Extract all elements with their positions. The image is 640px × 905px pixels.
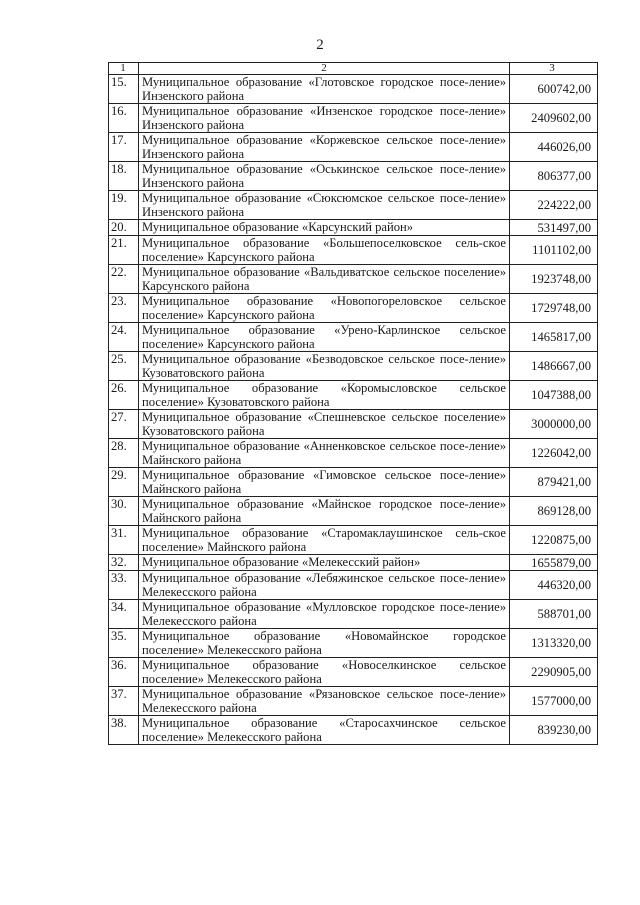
municipality-name: Муниципальное образование «Майнское городское посе-ление» Майнского района <box>139 497 510 526</box>
amount: 1923748,00 <box>510 265 598 294</box>
row-number: 27. <box>109 410 139 439</box>
table-row <box>109 716 598 745</box>
row-number: 30. <box>109 497 139 526</box>
table-row <box>109 162 598 191</box>
municipality-name: Муниципальное образование «Безводовское сельское посе-ление» Кузоватовского района <box>139 352 510 381</box>
amount: 446026,00 <box>510 133 598 162</box>
amount: 3000000,00 <box>510 410 598 439</box>
municipality-name: Муниципальное образование «Инзенское городское посе-ление» Инзенского района <box>139 104 510 133</box>
amount: 1101102,00 <box>510 236 598 265</box>
amount: 1465817,00 <box>510 323 598 352</box>
row-number: 35. <box>109 629 139 658</box>
municipality-name: Муниципальное образование «Лебяжинское сельское посе-ление» Мелекесского района <box>139 571 510 600</box>
amount: 531497,00 <box>510 220 598 236</box>
table-row <box>109 571 598 600</box>
table-row <box>109 294 598 323</box>
table-row <box>109 265 598 294</box>
row-number: 21. <box>109 236 139 265</box>
page-number: 2 <box>316 37 324 53</box>
table-row <box>109 439 598 468</box>
amount: 2409602,00 <box>510 104 598 133</box>
row-number: 26. <box>109 381 139 410</box>
municipality-name: Муниципальное образование «Коржевское сельское посе-ление» Инзенского района <box>139 133 510 162</box>
municipality-name: Муниципальное образование «Старомаклаушинское сель-ское поселение» Майнского района <box>139 526 510 555</box>
municipality-name: Муниципальное образование «Мелекесский район» <box>139 555 510 571</box>
municipality-name: Муниципальное образование «Урено-Карлинское сельское поселение» Карсунского района <box>139 323 510 352</box>
header-col-2: 2 <box>139 63 510 75</box>
row-number: 24. <box>109 323 139 352</box>
municipality-name: Муниципальное образование «Новоселкинское сельское поселение» Мелекесского района <box>139 658 510 687</box>
row-number: 38. <box>109 716 139 745</box>
table-row <box>109 133 598 162</box>
row-number: 29. <box>109 468 139 497</box>
allocation-table <box>108 62 598 745</box>
row-number: 18. <box>109 162 139 191</box>
row-number: 23. <box>109 294 139 323</box>
table-row <box>109 555 598 571</box>
amount: 1226042,00 <box>510 439 598 468</box>
municipality-name: Муниципальное образование «Большепоселковское сель-ское поселение» Карсунского района <box>139 236 510 265</box>
table-row <box>109 687 598 716</box>
row-number: 15. <box>109 75 139 104</box>
amount: 1729748,00 <box>510 294 598 323</box>
header-row <box>109 63 598 75</box>
municipality-name: Муниципальное образование «Мулловское городское посе-ление» Мелекесского района <box>139 600 510 629</box>
row-number: 19. <box>109 191 139 220</box>
table-row <box>109 75 598 104</box>
table-row <box>109 236 598 265</box>
amount: 1577000,00 <box>510 687 598 716</box>
row-number: 34. <box>109 600 139 629</box>
table-body <box>109 63 598 745</box>
table-row <box>109 220 598 236</box>
municipality-name: Муниципальное образование «Сюксюмское сельское посе-ление» Инзенского района <box>139 191 510 220</box>
row-number: 37. <box>109 687 139 716</box>
municipality-name: Муниципальное образование «Новомайнское городское поселение» Мелекесского района <box>139 629 510 658</box>
amount: 1047388,00 <box>510 381 598 410</box>
municipality-name: Муниципальное образование «Глотовское городское посе-ление» Инзенского района <box>139 75 510 104</box>
amount: 806377,00 <box>510 162 598 191</box>
table-row <box>109 526 598 555</box>
table-row <box>109 104 598 133</box>
municipality-name: Муниципальное образование «Вальдиватское сельское поселение» Карсунского района <box>139 265 510 294</box>
municipality-name: Муниципальное образование «Старосахчинское сельское поселение» Мелекесского района <box>139 716 510 745</box>
table-row <box>109 410 598 439</box>
table-row <box>109 497 598 526</box>
amount: 446320,00 <box>510 571 598 600</box>
row-number: 28. <box>109 439 139 468</box>
municipality-name: Муниципальное образование «Новопогореловское сельское поселение» Карсунского района <box>139 294 510 323</box>
row-number: 17. <box>109 133 139 162</box>
table-row <box>109 381 598 410</box>
municipality-name: Муниципальное образование «Коромысловское сельское поселение» Кузоватовского района <box>139 381 510 410</box>
municipality-name: Муниципальное образование «Оськинское сельское посе-ление» Инзенского района <box>139 162 510 191</box>
amount: 1486667,00 <box>510 352 598 381</box>
municipality-name: Муниципальное образование «Карсунский район» <box>139 220 510 236</box>
row-number: 33. <box>109 571 139 600</box>
row-number: 31. <box>109 526 139 555</box>
amount: 2290905,00 <box>510 658 598 687</box>
header-col-1: 1 <box>109 63 139 75</box>
row-number: 20. <box>109 220 139 236</box>
amount: 879421,00 <box>510 468 598 497</box>
municipality-name: Муниципальное образование «Спешневское сельское поселение» Кузоватовского района <box>139 410 510 439</box>
amount: 1313320,00 <box>510 629 598 658</box>
table-row <box>109 323 598 352</box>
municipality-name: Муниципальное образование «Гимовское сельское посе-ление» Майнского района <box>139 468 510 497</box>
table-row <box>109 658 598 687</box>
table-row <box>109 600 598 629</box>
row-number: 36. <box>109 658 139 687</box>
amount: 1220875,00 <box>510 526 598 555</box>
amount: 1655879,00 <box>510 555 598 571</box>
municipality-name: Муниципальное образование «Анненковское сельское посе-ление» Майнского района <box>139 439 510 468</box>
municipality-name: Муниципальное образование «Рязановское сельское посе-ление» Мелекесского района <box>139 687 510 716</box>
table-row <box>109 468 598 497</box>
amount: 224222,00 <box>510 191 598 220</box>
header-col-3: 3 <box>510 63 598 75</box>
table-row <box>109 191 598 220</box>
row-number: 16. <box>109 104 139 133</box>
row-number: 22. <box>109 265 139 294</box>
table-row <box>109 352 598 381</box>
table-row <box>109 629 598 658</box>
amount: 839230,00 <box>510 716 598 745</box>
amount: 588701,00 <box>510 600 598 629</box>
row-number: 32. <box>109 555 139 571</box>
amount: 869128,00 <box>510 497 598 526</box>
amount: 600742,00 <box>510 75 598 104</box>
row-number: 25. <box>109 352 139 381</box>
